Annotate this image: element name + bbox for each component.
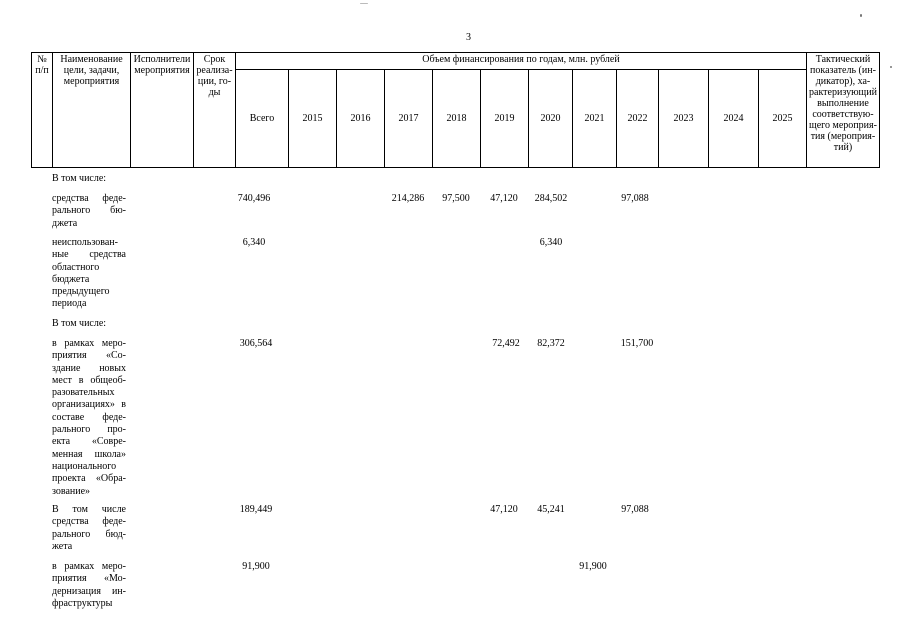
year-header: 2020 [529,70,573,168]
header-table [31,52,880,168]
cell-2022: 97,088 [621,193,649,204]
cell-2020: 6,340 [539,237,563,248]
page-number: 3 [466,32,471,43]
year-header: 2018 [433,70,481,168]
cell-2019: 72,492 [492,338,520,349]
year-header: 2021 [573,70,617,168]
row-label: В том числе: [52,318,107,329]
cell-2022: 97,088 [621,504,649,515]
cell-2020: 284,502 [534,193,568,204]
year-header: 2025 [759,70,807,168]
row-label: в рамках меро-приятия «Со-здание новых мест в общеоб-разовательных организациях» в составе феде-рального про-екта «Совре-менная школа» национального проекта «Обра-зование» [52,338,126,497]
cell-2021: 91,900 [579,561,607,572]
row-label: в рамках меро-приятия «Мо-дернизация ин-фраструктуры [52,561,126,609]
col-indicator-header: Тактический показатель (ин-дикатор), ха-рактеризующий выполнение соответствую-щего мероприя-тия (мероприя-тий) [807,53,880,168]
cell-total: 740,496 [237,193,271,204]
cell-2018: 97,500 [442,193,470,204]
year-header: 2023 [659,70,709,168]
cell-2017: 214,286 [391,193,425,204]
col-total-header: Всего [236,70,289,168]
row-label: В том числе: [52,173,107,184]
row-label: средства феде-рального бю-джета [52,193,126,229]
col-name-header: Наименование цели, задачи, мероприятия [53,53,131,168]
scan-speck [890,66,892,68]
cell-2019: 47,120 [490,193,518,204]
cell-total: 189,449 [239,504,273,515]
year-header: 2019 [481,70,529,168]
year-header: 2022 [617,70,659,168]
cell-2022: 151,700 [620,338,654,349]
scan-speck [360,3,368,4]
cell-2019: 47,120 [490,504,518,515]
cell-2020: 82,372 [537,338,565,349]
cell-total: 91,900 [242,561,270,572]
row-label: В том числе средства феде-рального бюд-жета [52,504,126,552]
scan-speck [860,14,862,17]
col-num-header: № п/п [32,53,53,168]
col-exec-header: Исполнители мероприятия [131,53,194,168]
cell-total: 306,564 [239,338,273,349]
year-header: 2017 [385,70,433,168]
year-header: 2016 [337,70,385,168]
row-label: неиспользован-ные средства областного бюджета предыдущего периода [52,237,126,310]
col-funding-header: Объем финансирования по годам, млн. рублей [236,53,807,70]
year-header: 2015 [289,70,337,168]
year-header: 2024 [709,70,759,168]
col-term-header: Срок реализа-ции, го-ды [194,53,236,168]
cell-2020: 45,241 [537,504,565,515]
cell-total: 6,340 [242,237,266,248]
